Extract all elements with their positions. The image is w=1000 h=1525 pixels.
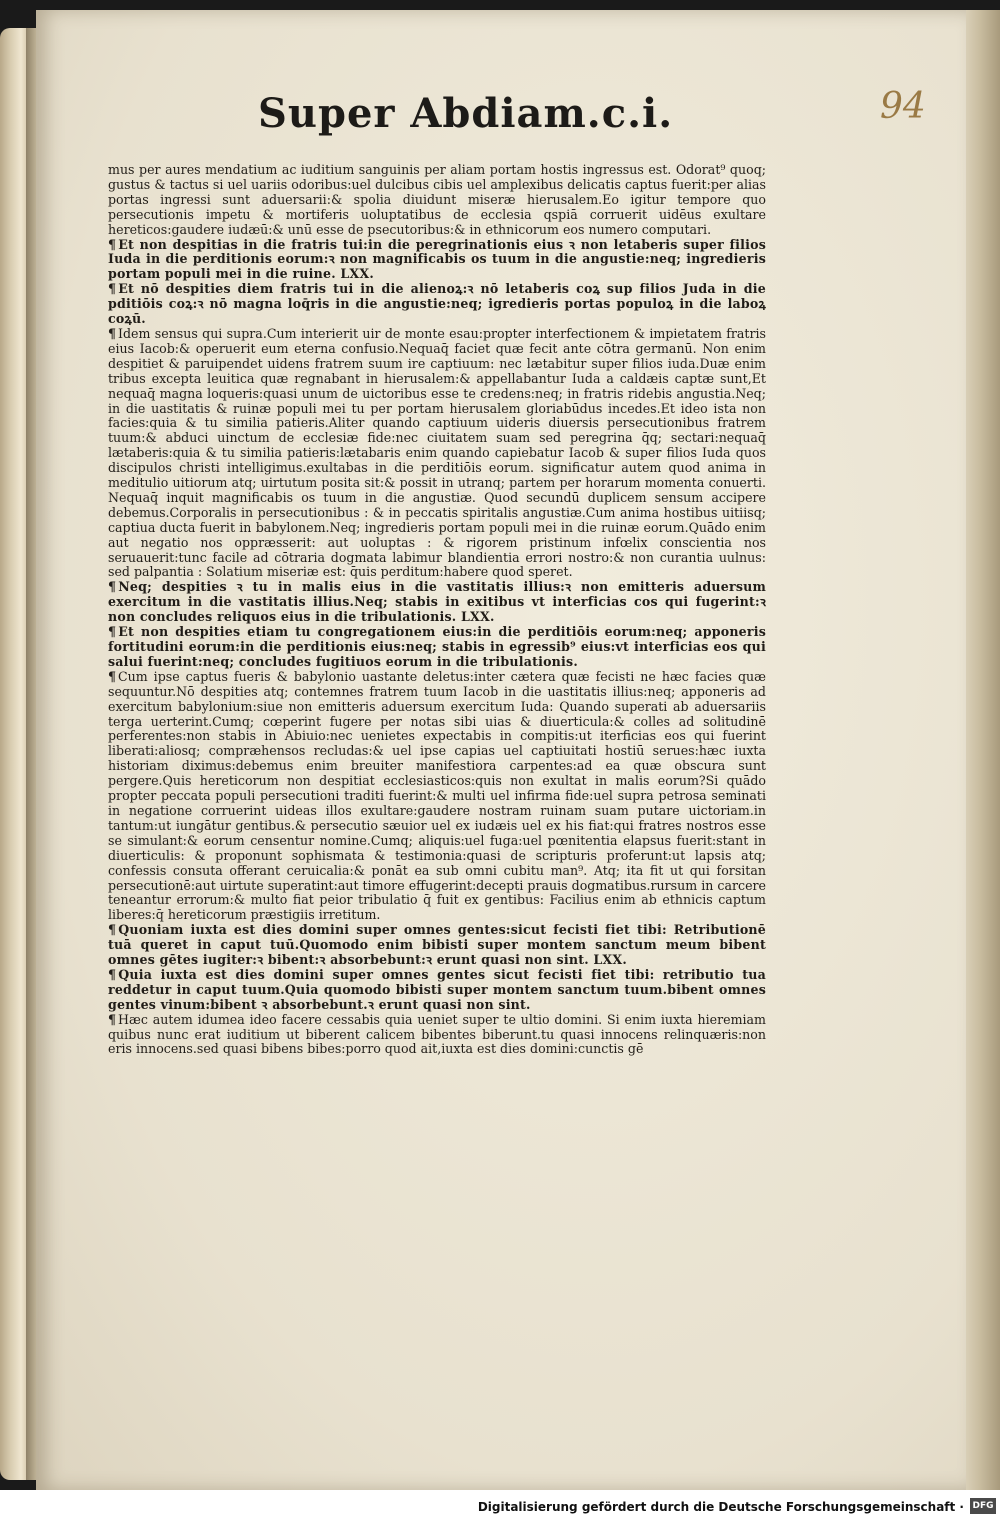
commentary-text: Cum ipse captus fueris & babylonio uastante deletus:inter cætera quæ fecisti ne hæc facies quæ sequuntur.Nō despities atq; contemnes fratrem tuum Iacob in die uastitatis illius:neq; apponeris ad exercitum babylonium:siue non emitteris aduersum exercitum Iuda: Quando superati ab aduersariis terga uerterint.Cumq; cœperint fugere per notas sibi uias & diuerticula:& colles ad solitudinē perferentes:non stabis in Abiuio:nec uenietes expectabis in compitis:ut iterficias eos qui fuerint liberati:aliosq; compræhensos recludas:& uel ipse capias uel captiuitati hostiū serues:hæc iuxta historiam diximus:debemus enim breuiter manifestiora carpentes:ad ea quæ obscura sunt pergere.Quis hereticorum non despitiat ecclesiasticos:quis non exultat in malis eorum?Si quādo propter peccata populi persecutioni traditi fuerint:& multi uel infirma fide:uel supra petrosa seminati in negatione corruerint uideas illos exultare:gaudere nostram ruinam suam putare uictoriam.in tantum:ut iungātur gentibus.& persecutio sæuior uel ex iudæis uel ex his fiat:qui fratres nostros esse se simulant:& eorum censentur nomine.Cumq; aliquis:uel fuga:uel pœnitentia elapsus fuerit:stant in diuerticulis: & proponunt sophismata & testimonia:quasi de scripturis proferunt:ut lapsis atq; confessis consuta offerant ceruicalia:& ponāt ea sub omni cubitu man⁹. Atq; ita fit ut qui forsitan persecutionē:aut uirtute superatint:aut timore effugerint:decepti prauis dogmatibus.rursum in carcere teneantur errorum:& multo fiat peior tribulatio q̄ fuit ex gentibus: Facilius enim ab ethnicis captum liberes:q̄ hereticorum præstigiis irretitum. — [108, 668, 766, 923]
running-head: Super Abdiam.c.i. — [258, 90, 674, 137]
page-number: 94 — [880, 86, 926, 127]
pilcrow-icon: ¶ — [108, 236, 117, 252]
paragraph-commentary-4 — [108, 1013, 766, 1058]
text-column — [108, 163, 766, 1057]
verse-vulgate-3 — [108, 923, 766, 968]
verse-vulgate-1 — [108, 238, 766, 283]
pilcrow-icon: ¶ — [108, 668, 117, 684]
page-fore-edge — [966, 10, 1000, 1490]
pilcrow-icon: ¶ — [108, 1011, 117, 1027]
pilcrow-icon: ¶ — [108, 966, 117, 982]
verse-text: Neq; despities ꝛ tu in malis eius in die vastitatis illius:ꝛ non emitteris aduersum exercitum in die vastitatis illius.Neq; stabis in exitibus vt interficias cos qui fugerint:ꝛ non concludes reliquos eius in die tribulationis. LXX. — [108, 579, 766, 625]
commentary-text: Idem sensus qui supra.Cum interierit uir de monte esau:propter interfectionem & impietatem fratris eius Iacob:& operuerit eum eterna confusio.Nequaq̄ faciet quæ fecit ante cōtra germanū. Non enim despitiet & paruipendet uidens fratrem suum ire captiuum: nec lætabitur super filios iuda.Duæ enim tribus excepta leuitica quæ regnabant in hierusalem:& appellabantur Iuda a caldæis captæ sunt,Et nequaq̄ magna loqueris:quasi unum de uictoribus esse te credens:neq; in fratris ridebis angustia.Neq; in die uastitatis & ruinæ populi mei tu per portam hierusalem gloriabūdus incedes.Et ideo ista non facies:quia & tu similia patieris.Aliter quando captiuum uideris diuersis persecutionibus fratrem tuum:& abduci uinctum de ecclesiæ fide:nec ciuitatem suam sed peregrina q̄q; sectari:nequaq̄ lætaberis:quia & tu similia patieris:lætabaris enim quando capiebatur Iacob & super filios Iuda quos discipulos christi intelligimus.exultabas in die perditiōis eorum. significatur autem quod anima in meditulio uitiorum atq; uirtutum posita sit:& possit in utranq; partem per horarum momenta conuerti. Nequaq̄ inquit magnificabis os tuum in die angustiæ. Quod secundū duplicem sensum accipere debemus.Corporalis in persecutionibus : & in peccatis spiritalis angustiæ.Cum anima hostibus uitiisq; captiua ducta fuerit in babylonem.Neq; ingredieris portam populi mei in die ruinæ eorum.Quādo enim aut negatio nos oppræsserit: aut uoluptas : & rigorem pristinum infœlix conscientia nos seruauerit:tunc facile ad cōtraria dogmata labimur blandientia errori nostro:& non curantia uulnus: sed palpantia : Solatium miseriæ est: q̄uis perditum:habere quod speret. — [108, 325, 766, 580]
verse-septuagint-1 — [108, 282, 766, 327]
pilcrow-icon: ¶ — [108, 281, 117, 297]
verse-septuagint-3 — [108, 968, 766, 1013]
verse-septuagint-2 — [108, 625, 766, 670]
verse-text: Quoniam iuxta est dies domini super omnes gentes:sicut fecisti fiet tibi: Retributionē tuā queret in caput tuū.Quomodo enim bibisti super montem sanctum meum bibent omnes gētes iugiter:ꝛ bibent:ꝛ absorbebunt:ꝛ erunt quasi non sint. LXX. — [108, 922, 766, 968]
dfg-logo-icon: DFG — [970, 1498, 996, 1514]
verse-text: Et nō despities diem fratris tui in die alienoꝝ:ꝛ nō letaberis coꝝ sup filios Juda in die pditiōis coꝝ:ꝛ nō magna loq̄ris in die angustie:neq; igredieris portas populoꝝ in die laboꝝ coꝝū. — [108, 281, 766, 327]
verse-text: Et non despitias in die fratris tui:in die peregrinationis eius ꝛ non letaberis super filios Iuda in die perditionis eorum:ꝛ non magnificabis os tuum in die angustie:neq; ingredieris portam populi mei in die ruine. LXX. — [108, 236, 766, 282]
paragraph-commentary-3 — [108, 670, 766, 923]
verse-vulgate-2 — [108, 580, 766, 625]
pilcrow-icon: ¶ — [108, 579, 117, 595]
paragraph-commentary-2 — [108, 327, 766, 580]
funding-notice: Digitalisierung gefördert durch die Deutsche Forschungsgemeinschaft · — [477, 1500, 964, 1514]
commentary-text: Hæc autem idumea ideo facere cessabis quia ueniet super te ultio domini. Si enim iuxta hieremiam quibus nunc erat iuditium ut biberent calicem bibentes biberunt.tu quasi innocens relinquæris:non eris innocens.sed quasi bibens bibes:porro quod ait,iuxta est dies domini:cunctis gē — [108, 1011, 766, 1057]
pilcrow-icon: ¶ — [108, 922, 117, 938]
pilcrow-icon: ¶ — [108, 624, 117, 640]
pilcrow-icon: ¶ — [108, 325, 117, 341]
paragraph-commentary-1: mus per aures mendatium ac iuditium sanguinis per aliam portam hostis ingressus est. Odorat⁹ quoq; gustus & tactus si uel uariis odoribus:uel dulcibus cibis uel amplexibus delicatis captus fuerit:per alias portas ingressi sunt aduersarii:& spolia diuidunt miseræ hierusalem.Eo igitur tempore quo persecutionis impetu & mortiferis uoluptatibus de ecclesia qspiā corruerit uidēus exultare hereticos:gaudere iudæū:& unū esse de psecutoribus:& in ethnicorum eos numero computari. — [108, 162, 766, 237]
verse-text: Et non despities etiam tu congregationem eius:in die perditiōis eorum:neq; apponeris fortitudini eorum:in die perditionis eius:neq; stabis in egressib⁹ eius:vt interficias eos qui salui fuerint:neq; concludes fugitiuos eorum in die tribulationis. — [108, 624, 766, 669]
verse-text: Quia iuxta est dies domini super omnes gentes sicut fecisti fiet tibi: retributio tua reddetur in caput tuum.Quia quomodo bibisti super montem sanctum tuum.bibent omnes gentes vinum:bibent ꝛ absorbebunt.ꝛ erunt quasi non sint. — [108, 966, 766, 1012]
